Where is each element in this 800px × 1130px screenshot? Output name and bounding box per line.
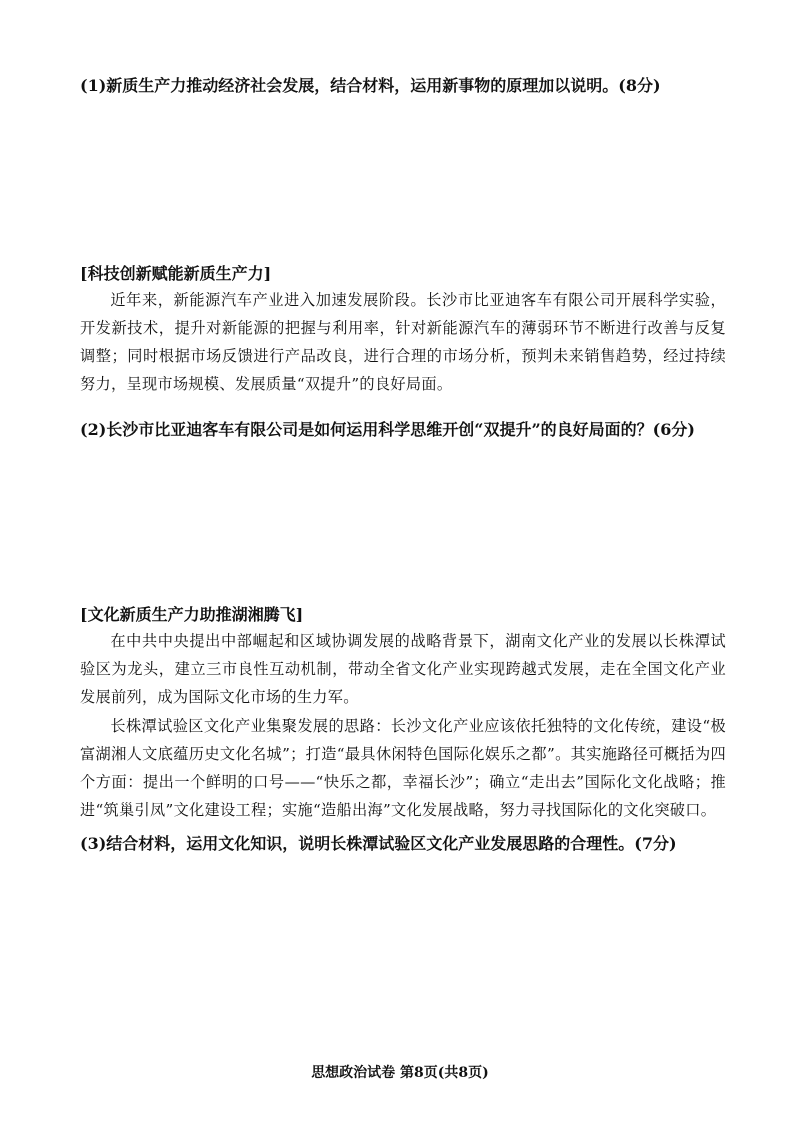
section-title-culture: [文化新质生产力助推湖湘腾飞] (80, 605, 304, 624)
culture-paragraph-2: 长株潭试验区文化产业集聚发展的思路：长沙文化产业应该依托独特的文化传统，建设“极富湖湘人文底蕴历史文化名城”；打造“最具休闲特色国际化娱乐之都”。其实施路径可概括为四个方面：提出一个鲜明的口号——“快乐之都，幸福长沙”；确立“走出去”国际化文化战略；推进“筑巢引凤”文化建设工程；实施“造船出海”文化发展战略，努力寻找国际化的文化突破口。 (80, 717, 726, 819)
section-title-tech: [科技创新赋能新质生产力] (80, 264, 272, 283)
tech-paragraph: 近年来，新能源汽车产业进入加速发展阶段。长沙市比亚迪客车有限公司开展科学实验，开发新技术，提升对新能源的把握与利用率，针对新能源汽车的薄弱环节不断进行改善与反复调整；同时根据市场反馈进行产品改良，进行合理的市场分析，预判未来销售趋势，经过持续努力，呈现市场规模、发展质量“双提升”的良好局面。 (80, 291, 726, 393)
culture-paragraph-1: 在中共中央提出中部崛起和区域协调发展的战略背景下，湖南文化产业的发展以长株潭试验区为龙头，建立三市良性互动机制，带动全省文化产业实现跨越式发展，走在全国文化产业发展前列，成为国际文化市场的生力军。 (80, 632, 726, 706)
page-footer: 思想政治试卷 第8页(共8页) (311, 1065, 489, 1081)
question-2: (2)长沙市比亚迪客车有限公司是如何运用科学思维开创“双提升”的良好局面的？(6分) (80, 420, 695, 439)
question-1: (1)新质生产力推动经济社会发展，结合材料，运用新事物的原理加以说明。(8分) (80, 76, 661, 95)
question-3: (3)结合材料，运用文化知识，说明长株潭试验区文化产业发展思路的合理性。(7分) (80, 834, 677, 853)
